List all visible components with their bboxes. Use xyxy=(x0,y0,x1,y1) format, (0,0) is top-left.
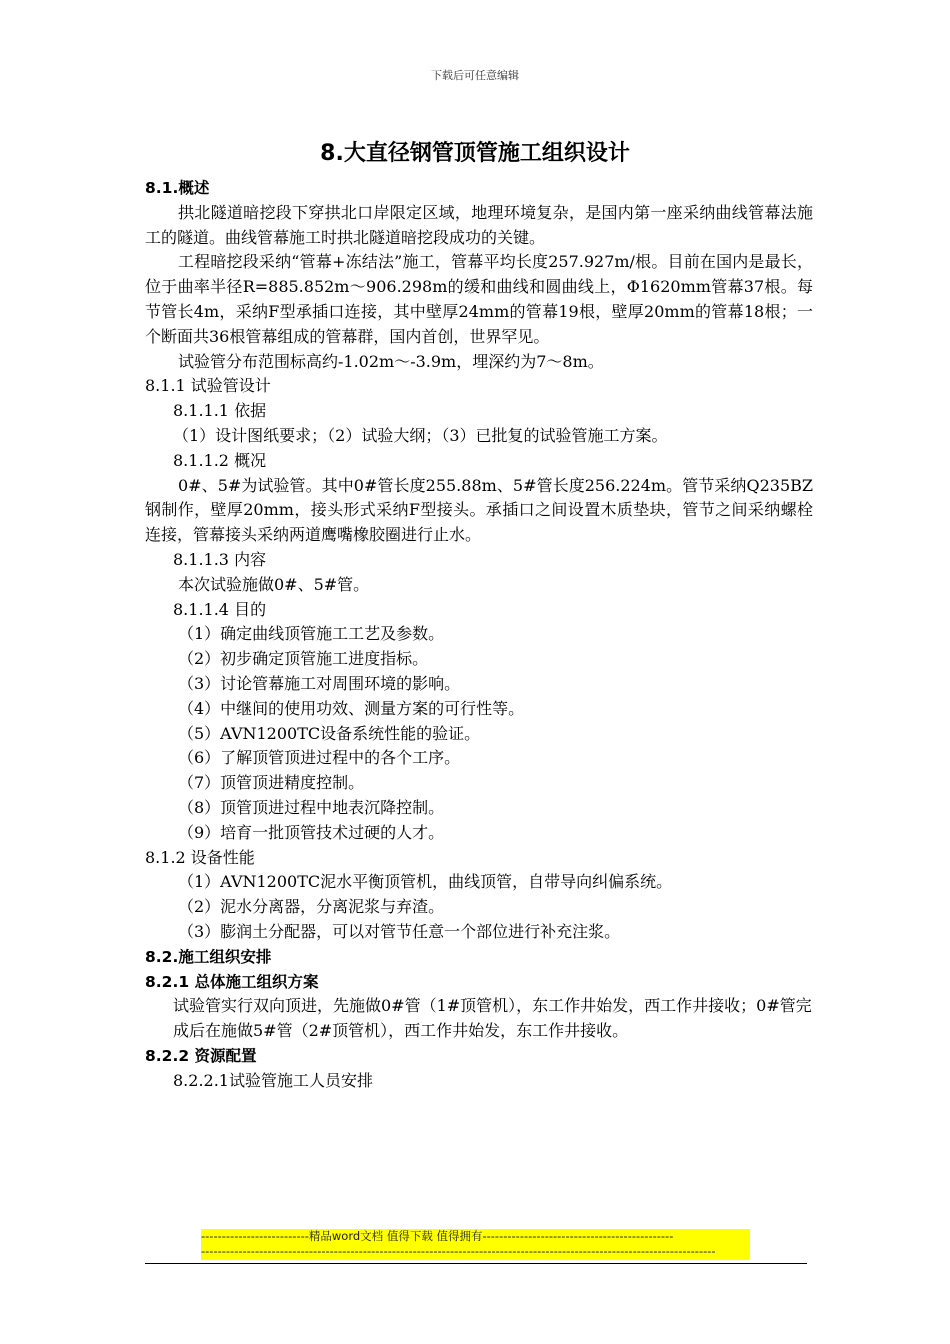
list-item: （3）讨论管幕施工对周围环境的影响。 xyxy=(178,673,461,693)
list-item: （9）培育一批顶管技术过硬的人才。 xyxy=(178,822,445,842)
goals-list xyxy=(145,622,813,845)
paragraph-intro-1: 拱北隧道暗挖段下穿拱北口岸限定区域，地理环境复杂，是国内第一座采纳曲线管幕法施工的隧道。曲线管幕施工时拱北隧道暗挖段成功的关键。 xyxy=(145,202,813,247)
paragraph-intro-2: 工程暗挖段采纳“管幕+冻结法”施工，管幕平均长度257.927m/根。目前在国内是最长，位于曲率半径R=885.852m～906.298m的缓和曲线和圆曲线上，Φ1620mm管幕37根。每节管长4m，采纳F型承插口连接，其中壁厚24mm的管幕19根，壁厚20mm的管幕18根；一个断面共36根管幕组成的管幕群，国内首创，世界罕见。 xyxy=(145,252,813,346)
section-heading-8-1-1-4: 8.1.1.4 目的 xyxy=(173,599,267,619)
footer-banner xyxy=(201,1229,750,1260)
basis-text: （1）设计图纸要求；（2）试验大纲；（3）已批复的试验管施工方案。 xyxy=(173,425,668,445)
footer-divider xyxy=(145,1263,807,1264)
section-heading-8-2-1: 8.2.1 总体施工组织方案 xyxy=(145,972,319,991)
section-heading-8-1-1-3: 8.1.1.3 内容 xyxy=(173,549,267,569)
section-heading-8-1-1-1: 8.1.1.1 依据 xyxy=(173,401,267,421)
paragraph-intro-3: 试验管分布范围标高约-1.02m～-3.9m，埋深约为7～8m。 xyxy=(178,351,604,371)
list-item: （6）了解顶管顶进过程中的各个工序。 xyxy=(178,748,461,768)
section-heading-8-2: 8.2.施工组织安排 xyxy=(145,947,272,966)
list-item: （7）顶管顶进精度控制。 xyxy=(178,773,365,793)
footer-line-1: --------------------------精品word文档 值得下载 值得拥有---------------------------------------------- xyxy=(201,1229,674,1243)
plan-text: 试验管实行双向顶进，先施做0#管（1#顶管机），东工作井始发，西工作井接收；0#管完成后在施做5#管（2#顶管机），西工作井始发，东工作井接收。 xyxy=(173,996,812,1041)
section-heading-8-1: 8.1.概述 xyxy=(145,179,210,197)
list-item: （4）中继间的使用功效、测量方案的可行性等。 xyxy=(178,698,525,718)
overview-text: 0#、5#为试验管。其中0#管长度255.88m、5#管长度256.224m。管节采纳Q235BZ钢制作，壁厚20mm，接头形式采纳F型接头。承插口之间设置木质垫块，管节之间采纳螺栓连接，管幕接头采纳两道鹰嘴橡胶圈进行止水。 xyxy=(145,475,813,545)
section-heading-8-2-2: 8.2.2 资源配置 xyxy=(145,1046,257,1065)
content-text: 本次试验施做0#、5#管。 xyxy=(178,574,370,594)
footer-line-2: ---------------------------------------------------------------------------------------------------------------------------- xyxy=(201,1244,716,1258)
list-item: （8）顶管顶进过程中地表沉降控制。 xyxy=(178,797,445,817)
section-heading-8-1-1-2: 8.1.1.2 概况 xyxy=(173,450,267,470)
list-item: （5）AVN1200TC设备系统性能的验证。 xyxy=(178,723,481,743)
list-item: （3）膨润土分配器，可以对管节任意一个部位进行补充注浆。 xyxy=(178,921,621,941)
list-item: （1）确定曲线顶管施工工艺及参数。 xyxy=(178,624,445,644)
section-heading-8-2-2-1: 8.2.2.1试验管施工人员安排 xyxy=(173,1070,373,1090)
equipment-list xyxy=(145,870,813,944)
list-item: （1）AVN1200TC泥水平衡顶管机，曲线顶管，自带导向纠偏系统。 xyxy=(178,872,673,892)
section-heading-8-1-1: 8.1.1 试验管设计 xyxy=(145,376,271,396)
header-note: 下载后可任意编辑 xyxy=(431,69,519,82)
list-item: （2）泥水分离器，分离泥浆与弃渣。 xyxy=(178,897,445,917)
section-heading-8-1-2: 8.1.2 设备性能 xyxy=(145,847,255,867)
page-title: 8.大直径钢管顶管施工组织设计 xyxy=(320,141,630,166)
list-item: （2）初步确定顶管施工进度指标。 xyxy=(178,649,429,669)
document-body xyxy=(145,176,813,1093)
